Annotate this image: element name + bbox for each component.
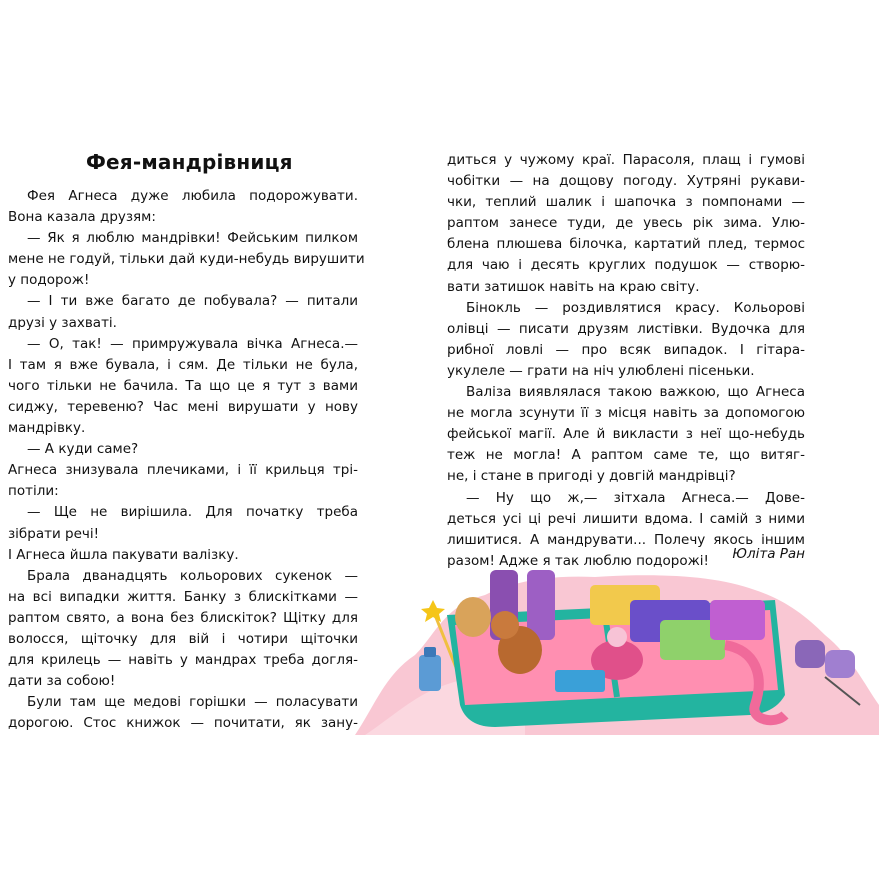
text-line: сиджу, теревеню? Час мені вирушати у нову — [8, 398, 358, 415]
text-line: чого тільки не бачила. Та що це я тут з вами — [8, 377, 358, 394]
text-line: Валіза виявлялася такою важкою, що Агнеса — [466, 384, 805, 401]
text-line: Брала дванадцять кольорових сукенок — — [27, 567, 358, 584]
text-line: Фея Агнеса дуже любила подорожувати. — [27, 188, 358, 204]
text-line: Бінокль — роздивлятися красу. Кольорові — [466, 299, 805, 316]
book — [555, 670, 605, 692]
text-line: лишитися. А мандрувати... Полечу якось іншим — [447, 531, 805, 548]
text-line: чки, теплий шалик і шапочка з помпонами — — [447, 194, 805, 211]
text-line: раптом занесе туди, де увесь рік зима. Улю- — [447, 215, 805, 232]
text-line: мене не годуй, тільки дай куди-небудь вирушити — [8, 251, 365, 268]
text-line: фейської магії. Але й викласти з неї що-небудь — [447, 426, 805, 443]
text-line: — Ну що ж,— зітхала Агнеса.— Дове- — [466, 489, 805, 506]
text-line: рибної ловлі — про всяк випадок. І гітара- — [447, 341, 805, 358]
text-line: — Як я люблю мандрівки! Фейським пилком — [27, 230, 358, 247]
text-line: теж не могла! А раптом саме те, що витяг- — [447, 447, 805, 464]
text-line: блена плюшева білочка, картатий плед, термос — [447, 236, 805, 253]
text-line: деться усі ці речі лишити вдома. І самій з ними — [447, 510, 805, 527]
text-line: разом! Адже я так люблю подорожі! — [447, 552, 709, 569]
text-line: раптом свято, а вона без блискіток? Щітку для — [8, 609, 358, 626]
text-line: дати за собою! — [8, 673, 116, 690]
text-line: для чаю і десять круглих подушок — створю- — [447, 257, 805, 274]
text-line: на всі випадки життя. Банку з блискітками — — [8, 588, 358, 605]
text-line: друзі у захваті. — [8, 314, 117, 331]
text-line: І Агнеса йшла пакувати валізку. — [8, 546, 239, 563]
right-column-text — [447, 150, 805, 572]
text-line: диться у чужому краї. Парасоля, плащ і гумові — [447, 152, 805, 168]
text-line: — О, так! — примружувала вічка Агнеса.— — [27, 335, 358, 352]
hairbrush — [455, 597, 491, 637]
text-line: — А куди саме? — [27, 441, 139, 458]
text-line: не, і стане в пригоді у довгій мандрівці? — [447, 468, 736, 485]
text-line: олівці — писати друзям листівки. Вудочка для — [447, 320, 805, 337]
text-line: укулеле — грати на ніч улюблені пісеньки. — [447, 362, 755, 379]
bottle — [419, 655, 441, 691]
text-line: Були там ще медові горішки — поласувати — [27, 694, 358, 711]
left-column-text — [8, 186, 365, 734]
author-name: Юліта Ран — [732, 546, 805, 562]
story-title: Фея-мандрівниця — [86, 150, 293, 174]
text-line: — І ти вже багато де побувала? — питали — [27, 293, 358, 310]
text-line: для крилець — навіть у мандрах треба догля- — [8, 652, 358, 669]
text-line: І там я вже бувала, і сям. Де тільки не була, — [8, 356, 358, 373]
suitcase-illustration — [355, 555, 879, 735]
text-line: — Ще не вирішила. Для початку треба — [27, 504, 358, 521]
text-line: волосся, щіточку для вій і чотири щіточки — [8, 630, 358, 647]
text-line: потіли: — [8, 483, 59, 500]
text-line: чобітки — на дощову погоду. Хутряні рукави- — [447, 173, 805, 190]
text-line: мандрівку. — [8, 420, 86, 437]
text-line: дорогою. Стос книжок — почитати, як зану- — [8, 715, 358, 732]
text-line: Агнеса знизувала плечиками, і її крильця трі- — [8, 462, 358, 479]
text-line: вати затишок навіть на краю світу. — [447, 278, 700, 295]
text-line: зібрати речі! — [8, 525, 100, 542]
text-line: Вона казала друзям: — [8, 209, 156, 226]
text-line: у подорож! — [8, 272, 90, 289]
text-line: не могла зсунути її з місця навіть за допомогою — [447, 405, 805, 422]
